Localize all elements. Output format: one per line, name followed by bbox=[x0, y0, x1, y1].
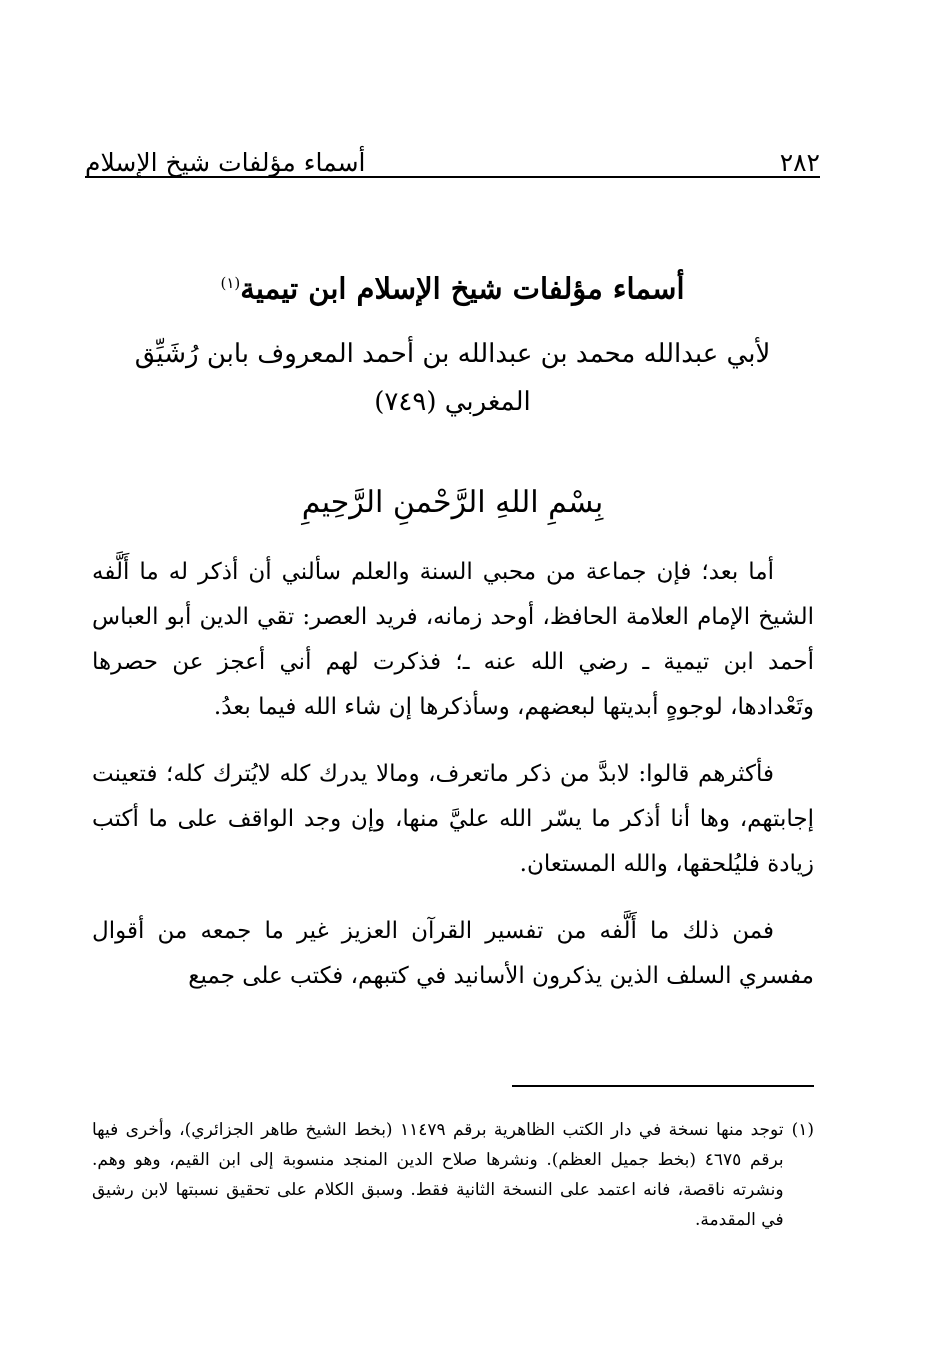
footnote-number: (١) bbox=[791, 1120, 814, 1140]
header-rule bbox=[85, 176, 820, 178]
paragraph: فأكثرهم قالوا: لابدَّ من ذكر ماتعرف، ومالا يدرك كله لايُترك كله؛ فتعينت إجابتهم، وها أنا أذكر ما يسّر الله عليَّ منها، وإن وجد الواقف على ما أكتب زيادة فليُلحقها، والله المستعان. bbox=[92, 761, 814, 877]
author-line-1: لأبي عبدالله محمد بن عبدالله بن أحمد المعروف بابن رُشَيِّق bbox=[134, 339, 771, 369]
footnote-text: توجد منها نسخة في دار الكتب الظاهرية برقم ١١٤٧٩ (بخط الشيخ طاهر الجزائري)، وأخرى فيها برقم ٤٦٧٥ (بخط جميل العظم). ونشرها صلاح الدين المنجد منسوبة إلى ابن القيم، وهو وهم. ونشرته ناقصة، فانه اعتمد على النسخة الثانية فقط. وسبق الكلام على تحقيق نسبتها لابن رشيق في المقدمة. bbox=[92, 1120, 784, 1230]
author-block bbox=[95, 330, 810, 426]
footnote-rule bbox=[512, 1085, 814, 1087]
author-line-2: المغربي (٧٤٩) bbox=[374, 387, 531, 417]
title-footnote-marker: (١) bbox=[220, 274, 241, 292]
page-title bbox=[85, 258, 820, 314]
main-text bbox=[92, 550, 814, 1021]
paragraph: فمن ذلك ما أَلَّفه من تفسير القرآن العزيز غير ما جمعه من أقوال مفسري السلف الذين يذكرون الأسانيد في كتبهم، فكتب على جميع bbox=[92, 918, 814, 989]
page-number: ٢٨٢ bbox=[779, 148, 820, 177]
paragraph: أما بعد؛ فإن جماعة من محبي السنة والعلم سألني أن أذكر له ما أَلَّفه الشيخ الإمام العلامة الحافظ، أوحد زمانه، فريد العصر: تقي الدين أبو العباس أحمد ابن تيمية ـ رضي الله عنه ـ؛ فذكرت لهم أني أعجز عن حصرها وتَعْدادها، لوجوهٍ أبديتها لبعضهم، وسأذكرها إن شاء الله فيما بعدُ. bbox=[92, 559, 814, 720]
footnote bbox=[92, 1115, 814, 1235]
running-header bbox=[85, 138, 820, 178]
title-text: أسماء مؤلفات شيخ الإسلام ابن تيمية bbox=[240, 271, 685, 306]
basmala: بِسْمِ اللهِ الرَّحْمنِ الرَّحِيمِ bbox=[301, 485, 604, 520]
running-title: أسماء مؤلفات شيخ الإسلام bbox=[85, 148, 366, 177]
